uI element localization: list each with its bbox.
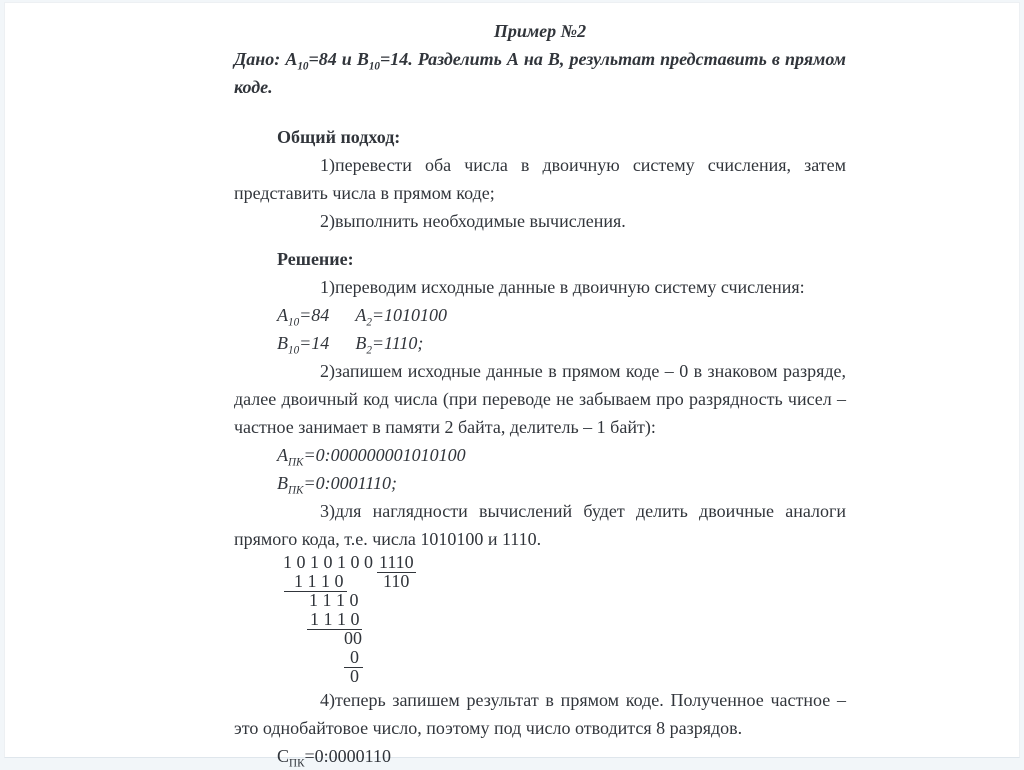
division-remainder-final: 0 (350, 667, 359, 686)
var-c-direct-code-subscript: ПК (289, 758, 305, 770)
var-a-decimal: A (277, 305, 288, 325)
solution-step-4-text: теперь запишем результат в прямом коде. Полученное частное – это однобайтовое число, поэтому под число отводится 8 разрядов. (234, 690, 846, 738)
page-title: Пример №2 (234, 17, 846, 45)
var-a-binary-value: =1010100 (372, 305, 447, 325)
division-divisor: 1110 (377, 553, 416, 573)
var-b-direct-code-value: =0:0001110; (303, 473, 396, 493)
approach-item-1-number: 1) (277, 151, 335, 179)
approach-item-2-text: выполнить необходимые вычисления. (335, 211, 626, 231)
slide-page (4, 2, 1020, 758)
division-subtrahend-2: 1 1 1 0 (307, 610, 362, 630)
var-a-decimal-value: =84 (299, 305, 329, 325)
var-c-direct-code: C (277, 746, 289, 766)
division-remainder-1: 00 (344, 629, 362, 648)
solution-step-4-number: 4) (277, 686, 335, 714)
given-subscript-a: 10 (297, 61, 308, 73)
var-b-decimal-value: =14 (299, 333, 329, 353)
solution-step-3 (234, 497, 846, 553)
var-b-direct-code-subscript: ПК (288, 485, 303, 497)
division-subtrahend-1: 1 1 1 0 (284, 572, 347, 592)
var-c-direct-code-value: =0:0000110 (305, 746, 391, 766)
division-dividend: 1 0 1 0 1 0 0 (283, 553, 373, 572)
given-text-1: Дано: A (234, 49, 297, 69)
given-subscript-b: 10 (369, 61, 380, 73)
conversion-b (277, 329, 846, 357)
solution-step-1 (234, 273, 846, 301)
division-subtrahend-3: 0 (344, 648, 363, 668)
conversion-a (277, 301, 846, 329)
var-b-binary-subscript: 2 (366, 345, 372, 357)
solution-step-3-text: для наглядности вычислений будет делить двоичные аналоги прямого кода, т.е. числа 1010100 и 1110. (234, 501, 846, 549)
var-a-direct-code-subscript: ПК (288, 457, 303, 469)
solution-step-2 (234, 357, 846, 441)
document-content (234, 3, 846, 770)
direct-code-b (277, 469, 846, 497)
var-b-binary-value: =1110; (372, 333, 423, 353)
given-text-3: =14. Разделить А на В, результат представить в прямом коде. (234, 49, 846, 97)
var-b-binary: B (355, 333, 366, 353)
solution-heading: Решение: (234, 245, 846, 273)
var-a-direct-code: A (277, 445, 288, 465)
solution-step-2-text: запишем исходные данные в прямом коде – 0 в знаковом разряде, далее двоичный код числа (при переводе не забываем про разрядность чисел – частное занимает в памяти 2 байта, делитель – 1 байт): (234, 361, 846, 437)
long-division-diagram (283, 553, 846, 686)
approach-item-2-number: 2) (277, 207, 335, 235)
solution-step-2-number: 2) (277, 357, 335, 385)
solution-step-1-text: переводим исходные данные в двоичную систему счисления: (335, 277, 805, 297)
approach-heading: Общий подход: (234, 123, 846, 151)
solution-step-3-number: 3) (277, 497, 335, 525)
var-a-decimal-subscript: 10 (288, 317, 299, 329)
var-b-direct-code: B (277, 473, 288, 493)
var-b-decimal-subscript: 10 (288, 345, 299, 357)
direct-code-a (277, 441, 846, 469)
solution-step-1-number: 1) (277, 273, 335, 301)
division-bring-down-1: 1 1 1 0 (309, 591, 359, 610)
approach-item-2 (234, 207, 846, 235)
approach-item-1 (234, 151, 846, 207)
var-a-binary: A (355, 305, 366, 325)
given-statement (234, 45, 846, 101)
division-quotient: 110 (383, 572, 409, 591)
given-text-2: =84 и B (308, 49, 368, 69)
approach-item-1-text: перевести оба числа в двоичную систему счисления, затем представить числа в прямом коде; (234, 155, 846, 203)
solution-step-4 (234, 686, 846, 742)
var-a-binary-subscript: 2 (366, 317, 372, 329)
var-b-decimal: B (277, 333, 288, 353)
result-direct-code (277, 742, 846, 770)
var-a-direct-code-value: =0:000000001010100 (303, 445, 465, 465)
